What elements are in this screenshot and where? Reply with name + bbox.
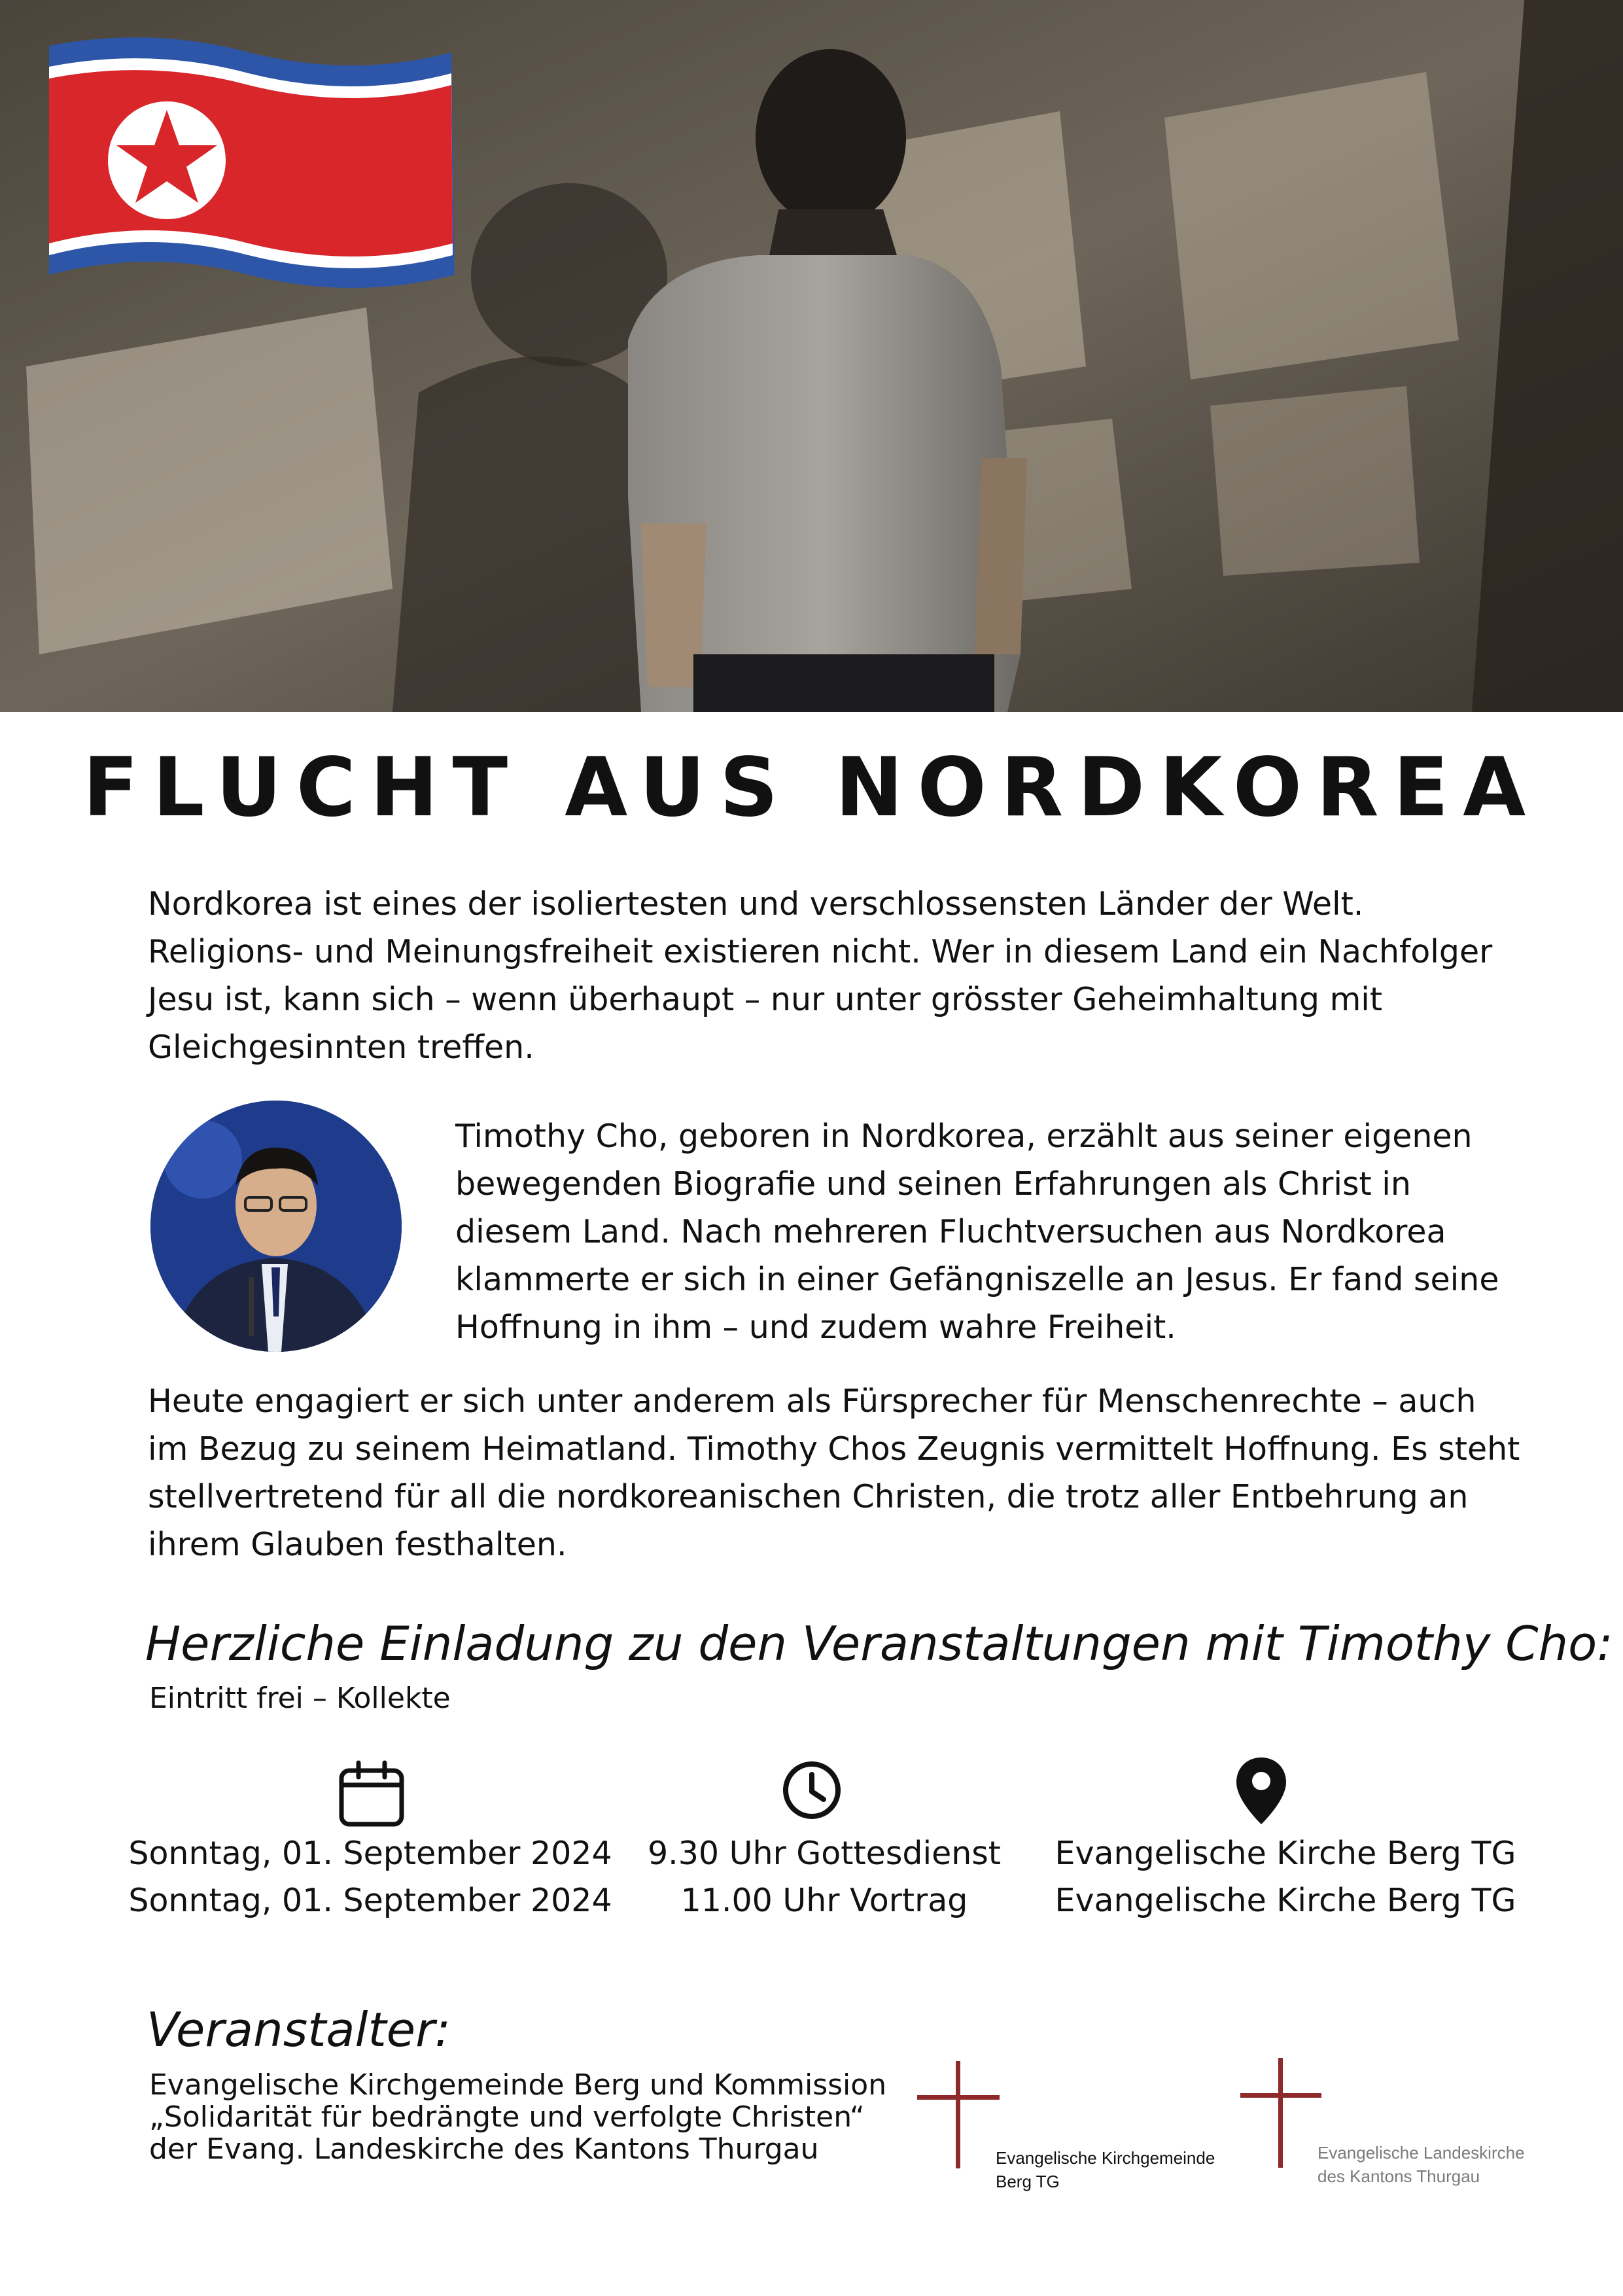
event-time-1: 9.30 Uhr Gottesdienst <box>647 1835 1002 1872</box>
hero-photo <box>0 0 1623 712</box>
entry-note: Eintritt frei – Kollekte <box>149 1682 451 1715</box>
intro-paragraph: Nordkorea ist eines der isoliertesten und verschlossensten Länder der Welt. Religions- und Meinungsfreiheit existieren nicht. Wer in diesem Land ein Nachfolger Jesu ist, kann sich – wenn überhaupt – nur unter grösster Geheimhaltung mit Gleichgesinnten treffen. <box>148 885 1493 1066</box>
invitation-heading: Herzliche Einladung zu den Veranstaltungen mit Timothy Cho: <box>145 1616 1613 1671</box>
cross-logo-icon <box>917 2061 1000 2168</box>
cross-logo-icon <box>1240 2058 1321 2168</box>
logo-kirchgemeinde <box>996 2146 1215 2193</box>
clock-icon <box>782 1760 842 1820</box>
page-title: FLUCHT AUS NORDKOREA <box>82 741 1541 835</box>
logo-landeskirche <box>1318 2141 1525 2188</box>
logo-line: Berg TG <box>996 2172 1060 2191</box>
north-korea-flag-icon <box>46 33 458 288</box>
logo-line: Evangelische Landeskirche <box>1318 2143 1525 2163</box>
organizer-line: der Evang. Landeskirche des Kantons Thurgau <box>149 2132 819 2166</box>
event-place-2: Evangelische Kirche Berg TG <box>1055 1882 1516 1919</box>
event-places <box>1034 1830 1537 1924</box>
event-date-2: Sonntag, 01. September 2024 <box>128 1882 612 1919</box>
logo-line: Evangelische Kirchgemeinde <box>996 2148 1215 2168</box>
event-times <box>621 1830 1027 1924</box>
event-time-2: 11.00 Uhr Vortrag <box>680 1882 968 1919</box>
organizer-line: Evangelische Kirchgemeinde Berg und Kommission <box>149 2068 887 2102</box>
calendar-icon <box>338 1760 406 1828</box>
today-paragraph: Heute engagiert er sich unter anderem als Fürsprecher für Menschenrechte – auch im Bezug zu seinem Heimatland. Timothy Chos Zeugnis vermittelt Hoffnung. Es steht stellvertretend für all die nordkoreanischen Christen, die trotz aller Entbehrung an ihrem Glauben festhalten. <box>148 1383 1520 1563</box>
speaker-avatar <box>150 1101 402 1352</box>
event-dates <box>118 1830 623 1924</box>
organizer-heading: Veranstalter: <box>147 2002 451 2057</box>
organizer-text <box>149 2069 886 2165</box>
event-date-1: Sonntag, 01. September 2024 <box>128 1835 612 1872</box>
organizer-line: „Solidarität für bedrängte und verfolgte Christen“ <box>149 2100 865 2134</box>
event-place-1: Evangelische Kirche Berg TG <box>1055 1835 1516 1872</box>
logo-line: des Kantons Thurgau <box>1318 2166 1480 2186</box>
bio-paragraph: Timothy Cho, geboren in Nordkorea, erzählt aus seiner eigenen bewegenden Biografie und seinen Erfahrungen als Christ in diesem Land. Nach mehreren Fluchtversuchen aus Nordkorea klammerte er sich in einer Gefängniszelle an Jesus. Er fand seine Hoffnung in ihm – und zudem wahre Freiheit. <box>455 1118 1499 1346</box>
location-pin-icon <box>1235 1756 1287 1826</box>
